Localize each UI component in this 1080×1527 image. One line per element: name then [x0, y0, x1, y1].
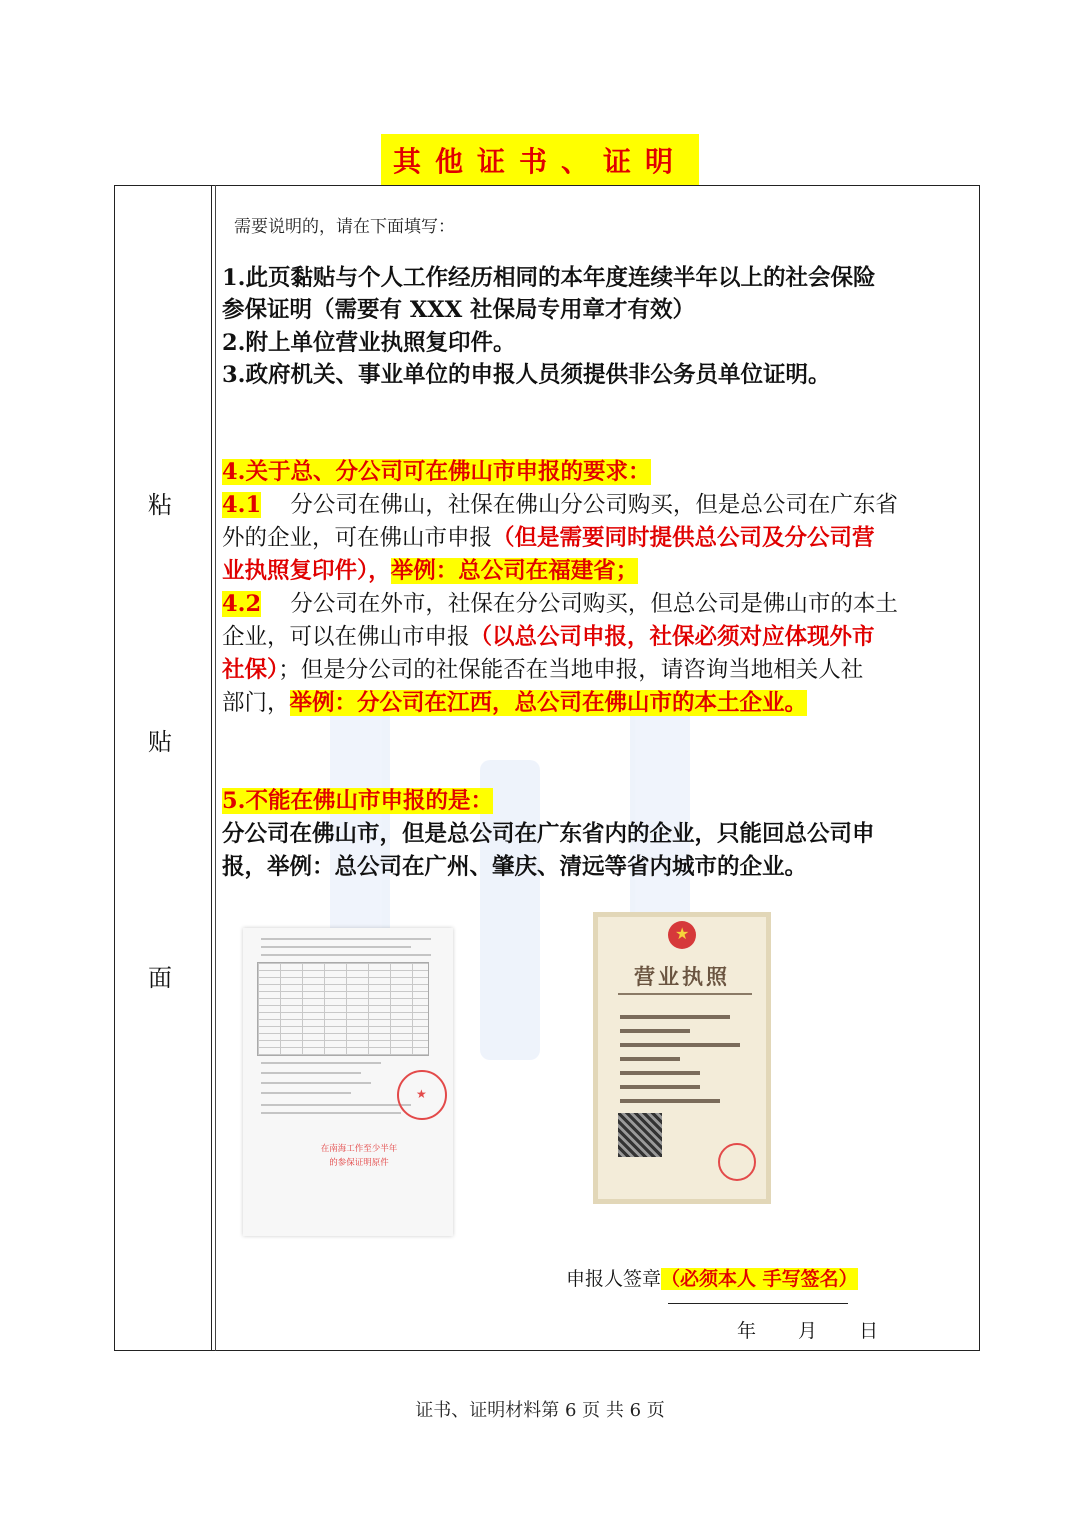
- insurance-certificate-note-2: 的参保证明原件: [329, 1158, 389, 1168]
- section-4-heading: [222, 456, 974, 488]
- business-license-heading: 营业执照: [634, 964, 730, 989]
- section-4-1-number: 4.1: [222, 492, 262, 518]
- section-4-1-text-2a: 外的企业，可在佛山市申报: [222, 525, 493, 551]
- section-5-heading-text: 5.不能在佛山市申报的是：: [222, 788, 493, 814]
- insurance-certificate-note-1: 在南海工作至少半年: [320, 1144, 398, 1154]
- section-5-line-2: 报，举例：总公司在广州、肇庆、清远等省内城市的企业。: [222, 854, 808, 880]
- signature-date: 年 月 日: [737, 1320, 879, 1342]
- section-4-1-line-1: [222, 489, 974, 521]
- section-4-1-text-3a: 业执照复印件），: [222, 558, 391, 584]
- side-label-stick: 贴: [148, 728, 172, 756]
- national-emblem-icon: ★: [668, 921, 696, 949]
- section-4-2-text-2a: 企业，可以在佛山市申报: [222, 624, 470, 650]
- section-4-2-line-3: [222, 654, 974, 686]
- side-label-paste: 粘: [148, 491, 172, 519]
- license-seal-icon: [718, 1143, 756, 1181]
- section-4-2-text-3a: 社保）: [222, 657, 279, 683]
- insurance-certificate-image: [243, 928, 453, 1236]
- section-4-2-number: 4.2: [222, 591, 262, 617]
- qr-code-icon: [618, 1113, 662, 1157]
- signature-row: [566, 1264, 858, 1291]
- signature-label: 申报人签章: [566, 1268, 662, 1290]
- section-4-heading-text: 4.关于总、分公司可在佛山市申报的要求：: [222, 459, 651, 485]
- page-footer: 证书、证明材料第 6 页 共 6 页: [415, 1400, 665, 1421]
- section-4-2-line-4: [222, 687, 974, 719]
- section-5-heading: [222, 785, 974, 817]
- section-4-1-line-2: [222, 522, 974, 554]
- section-4-1-line-3: [222, 555, 974, 587]
- item-3: 3.政府机关、事业单位的申报人员须提供非公务员单位证明。: [222, 362, 831, 388]
- official-seal-icon: ★: [397, 1070, 447, 1120]
- instruction-note: 需要说明的，请在下面填写：: [234, 217, 455, 237]
- column-divider-inner: [215, 185, 216, 1351]
- section-5-line-1: 分公司在佛山市，但是总公司在广东省内的企业，只能回总公司申: [222, 821, 875, 847]
- signature-hint: （必须本人 手写签名）: [661, 1268, 858, 1290]
- section-4-1-text-2b: （但是需要同时提供总公司及分公司营: [492, 525, 875, 551]
- item-1-line-1: 1.此页黏贴与个人工作经历相同的本年度连续半年以上的社会保险: [222, 265, 876, 291]
- item-2: 2.附上单位营业执照复印件。: [222, 330, 516, 356]
- side-label-face: 面: [148, 964, 172, 992]
- section-4-2-example: 举例：分公司在江西，总公司在佛山市的本土企业。: [289, 690, 808, 716]
- section-4-1-text: 分公司在佛山，社保在佛山分公司购买，但是总公司在广东省: [290, 492, 898, 518]
- section-4-2-text-4a: 部门，: [222, 690, 290, 716]
- section-4-1-example: 举例：总公司在福建省；: [390, 558, 639, 584]
- section-4-2-line-1: [222, 588, 974, 620]
- section-4-2-text-3b: ；但是分公司的社保能否在当地申报，请咨询当地相关人社: [278, 657, 864, 683]
- section-4-2-line-2: [222, 621, 974, 653]
- page-title: 其他证书、证明: [381, 134, 699, 186]
- section-4-2-text-2b: （以总公司申报，社保必须对应体现外市: [469, 624, 875, 650]
- item-1-line-2: 参保证明（需要有 XXX 社保局专用章才有效）: [222, 297, 696, 323]
- section-4-2-text: 分公司在外市，社保在分公司购买，但总公司是佛山市的本土: [290, 591, 898, 617]
- column-divider: [211, 185, 212, 1351]
- signature-line[interactable]: [668, 1303, 848, 1304]
- business-license-image: [593, 912, 771, 1204]
